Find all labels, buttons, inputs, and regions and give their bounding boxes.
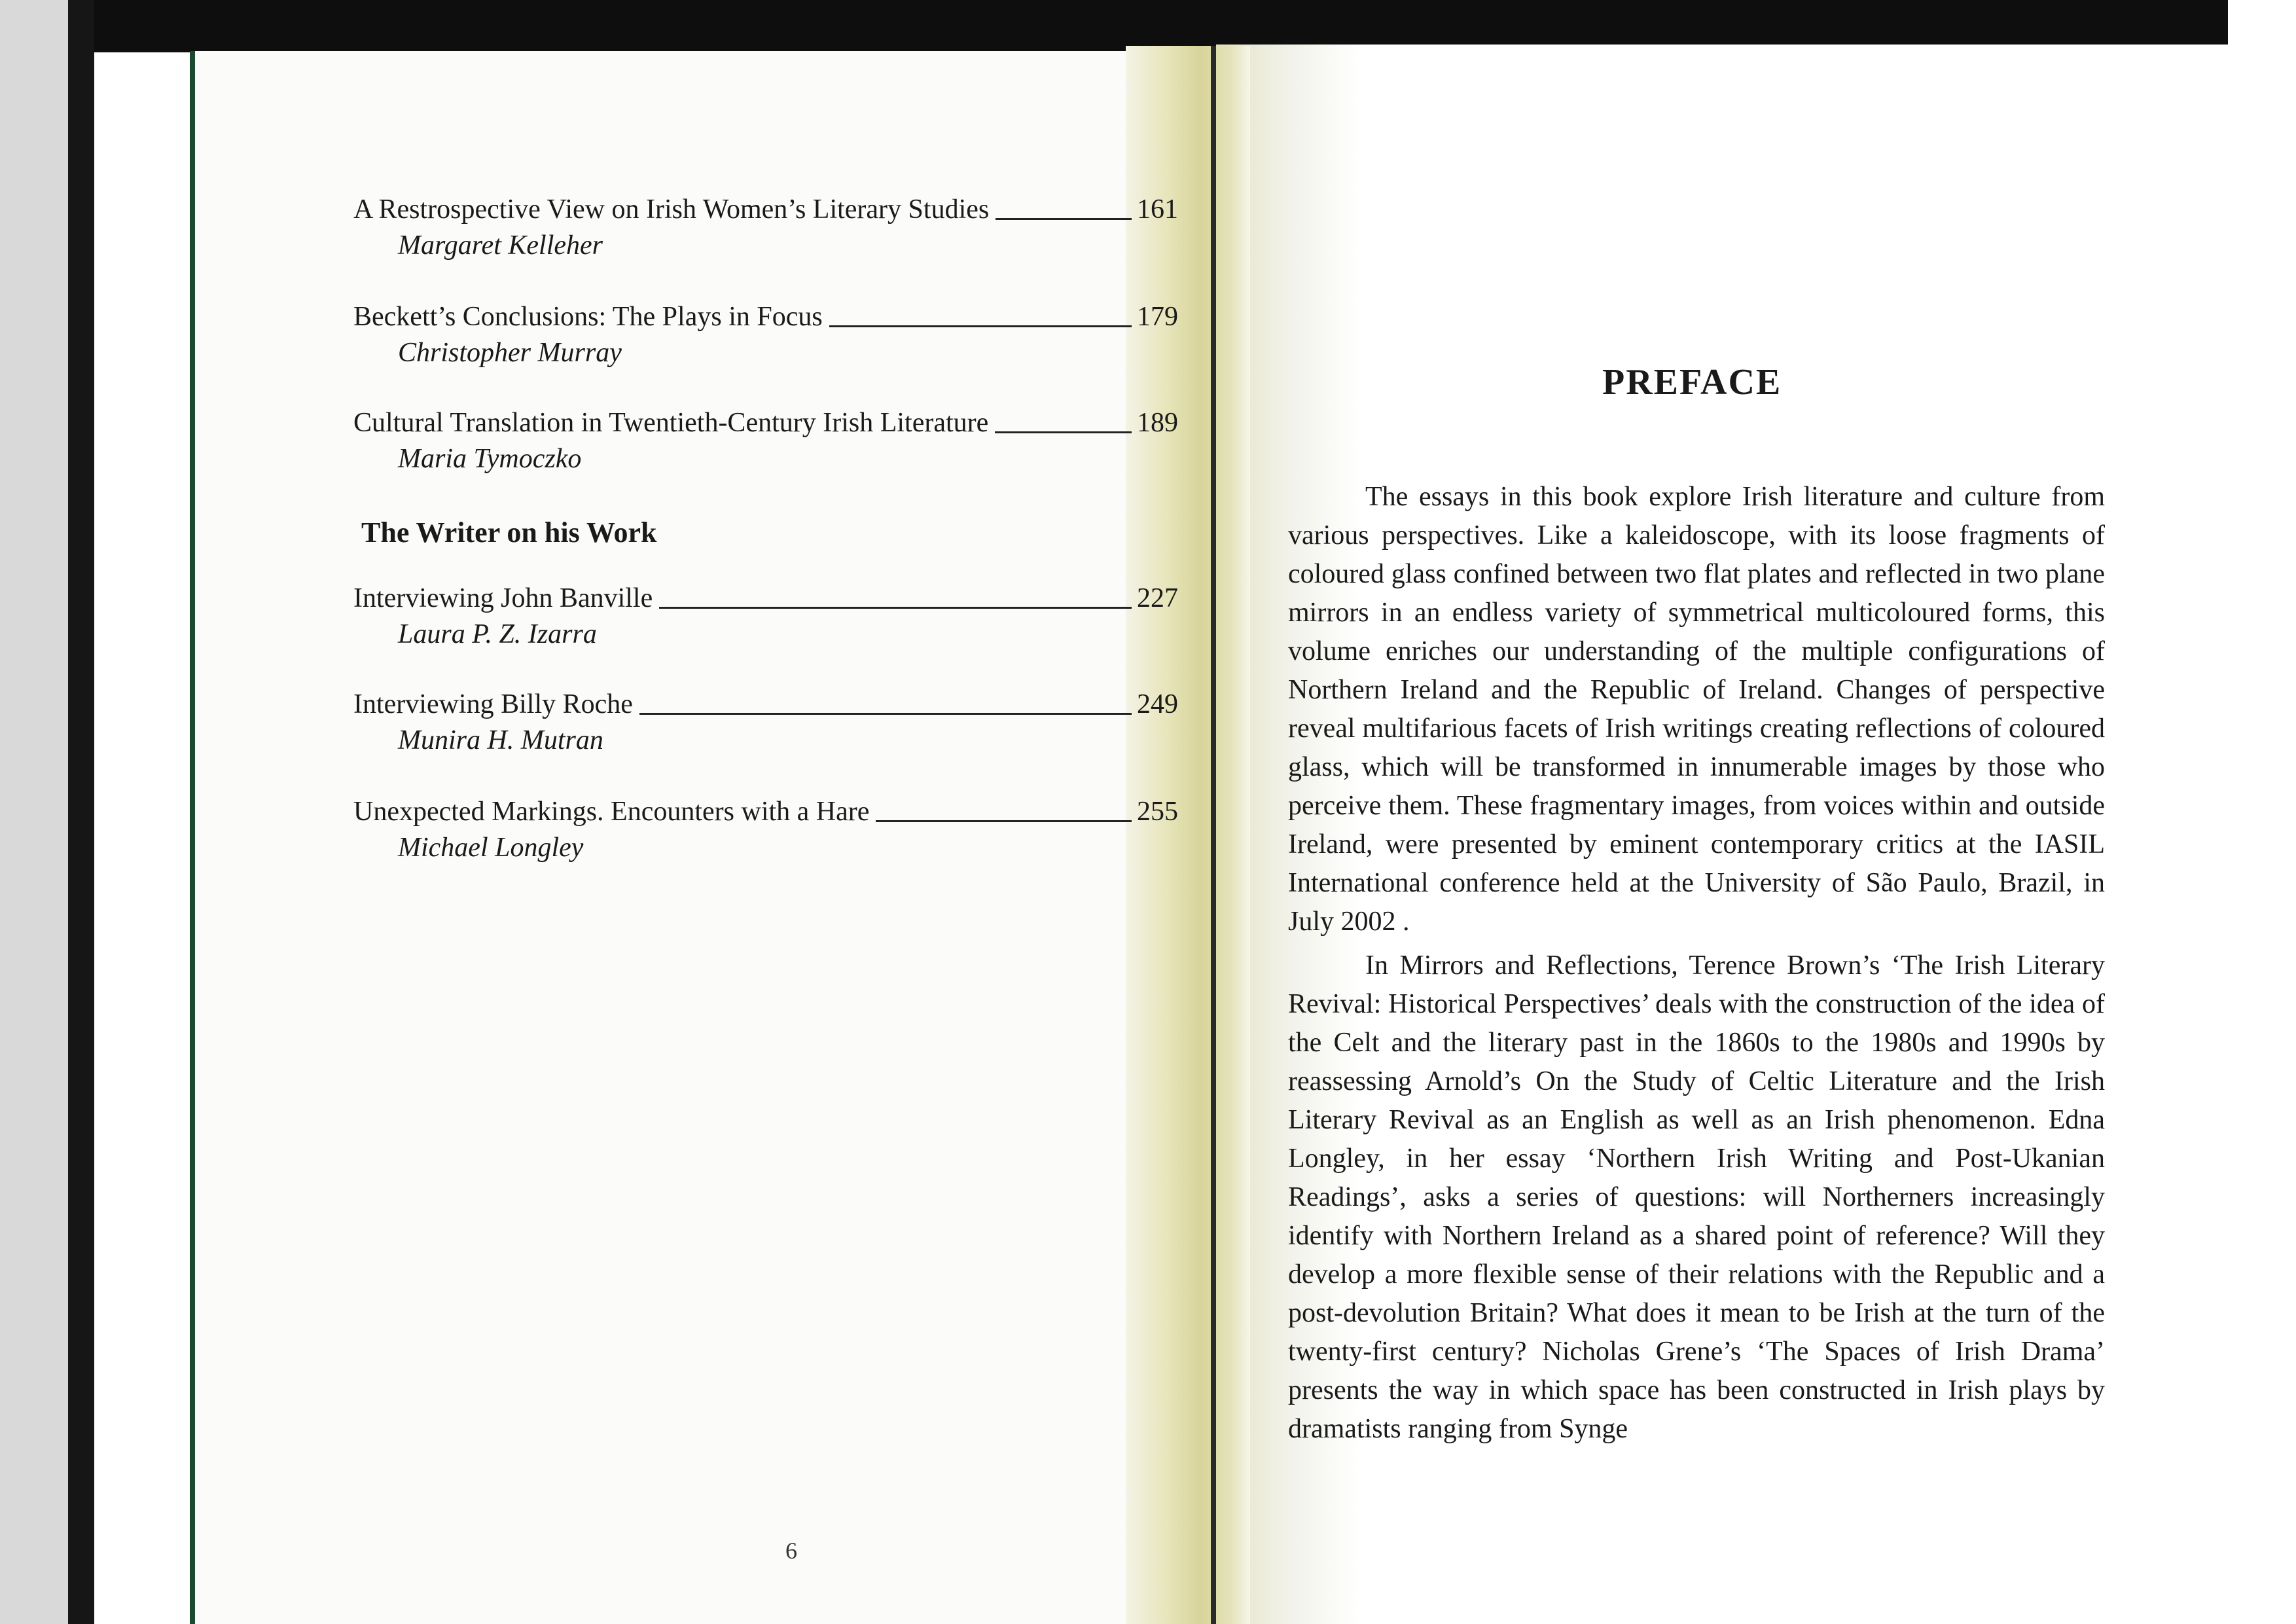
preface-body (1288, 478, 2105, 1454)
preface-paragraph: The essays in this book explore Irish literature and culture from various perspectives. Like a kaleidoscope, with its loose fragments of coloured glass confined between two flat plates and reflected in two plane mirrors in an endless variety of symmetrical multicoloured forms, this volume enriches our understanding of the multiple configurations of Northern Ireland and the Republic of Ireland. Changes of perspective reveal multifarious facets of Irish writings creating reflections of coloured glass, which will be transformed in innumerable images by those who perceive them. These fragmentary images, from voices within and outside Ireland, were presented by eminent contemporary critics at the IASIL International conference held at the University of São Paulo, Brazil, in July 2002 . (1288, 482, 2105, 937)
toc-leader-line (996, 218, 1132, 220)
section-heading: The Writer on his Work (361, 516, 657, 549)
toc-leader-line (995, 431, 1132, 433)
toc-entry-page: 189 (1137, 408, 1178, 438)
toc-entry-page: 179 (1137, 302, 1178, 332)
toc-entry-title: Cultural Translation in Twentieth-Century Irish Literature (353, 408, 989, 438)
scan-left-shadow (68, 0, 94, 1624)
toc-entry (353, 191, 1178, 263)
toc-entry-page: 227 (1137, 583, 1178, 613)
toc-entry-author: Laura P. Z. Izarra (398, 619, 597, 649)
toc-leader-line (659, 607, 1132, 609)
toc-entry (353, 793, 1178, 865)
scan-left-margin (0, 0, 68, 1624)
toc-entry-title: Interviewing Billy Roche (353, 689, 633, 719)
toc-entry-page: 161 (1137, 194, 1178, 225)
toc-leader-line (876, 820, 1132, 822)
preface-title: PREFACE (1602, 362, 1782, 403)
toc-entry-title: A Restrospective View on Irish Women’s Literary Studies (353, 194, 990, 225)
preface-paragraph: In Mirrors and Reflections, Terence Brown’s ‘The Irish Literary Revival: Historical Perspectives’ deals with the construction of the idea of the Celt and the literary past in the 1860s to the 1980s and 1990s by reassessing Arnold’s On the Study of Celtic Literature and the Irish Literary Revival as an English as well as an Irish phenomenon. Edna Longley, in her essay ‘Northern Irish Writing and Post-Ukanian Readings’, asks a series of questions: will Northerners increasingly identify with Northern Ireland as a shared point of reference? Will they develop a more flexible sense of their relations with the Republic and a post-devolution Britain? What does it mean to be Irish at the turn of the twenty-first century? Nicholas Grene’s ‘The Spaces of Irish Drama’ presents the way in which space has been constructed in Irish plays by dramatists ranging from Synge (1288, 950, 2105, 1444)
toc-entry-title: Beckett’s Conclusions: The Plays in Focus (353, 302, 823, 332)
toc-entry-author: Michael Longley (398, 833, 584, 863)
page-number: 6 (785, 1538, 797, 1564)
spine-gutter-line (1211, 46, 1216, 1624)
toc-entry-author: Munira H. Mutran (398, 725, 603, 755)
toc-entry-title: Interviewing John Banville (353, 583, 653, 613)
toc-entry-page: 249 (1137, 689, 1178, 719)
toc-entry (353, 580, 1178, 652)
toc-entry-author: Maria Tymoczko (398, 444, 582, 474)
toc-entry (353, 686, 1178, 758)
scan-right-margin (2228, 0, 2296, 1624)
toc-entry-author: Margaret Kelleher (398, 230, 603, 261)
toc-entry (353, 298, 1178, 370)
toc-entry-page: 255 (1137, 797, 1178, 827)
toc-leader-line (639, 713, 1132, 715)
toc-entry-author: Christopher Murray (398, 338, 622, 368)
toc-entry (353, 405, 1178, 477)
toc-leader-line (829, 325, 1132, 327)
toc-entry-title: Unexpected Markings. Encounters with a Hare (353, 797, 870, 827)
